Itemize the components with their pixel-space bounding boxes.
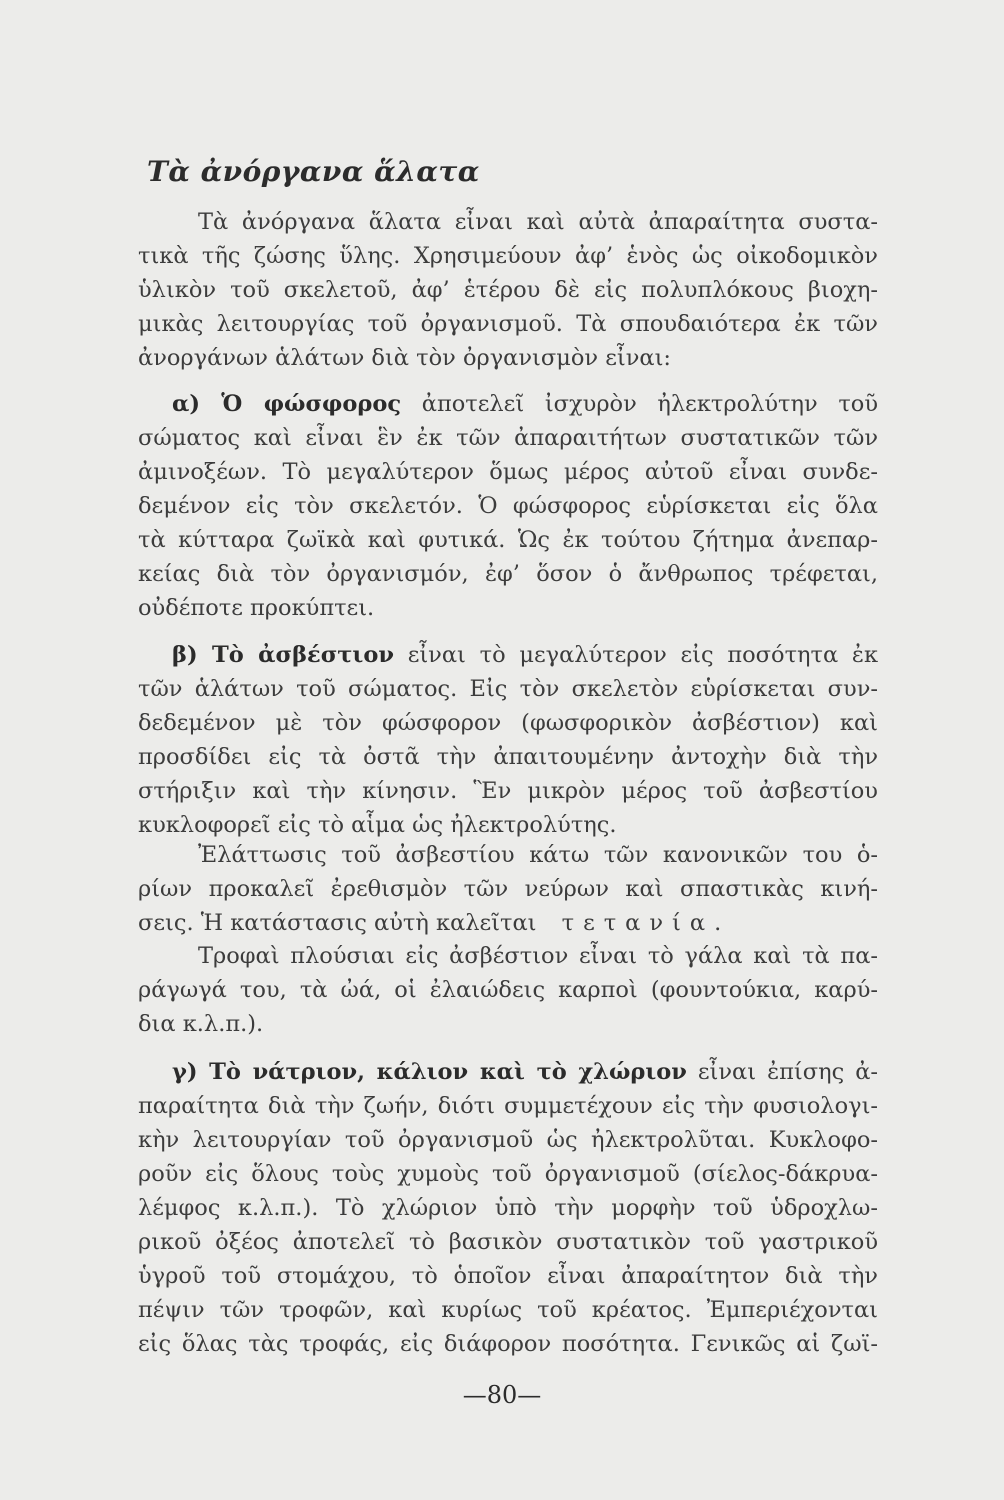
text-line: ὑλικὸν τοῦ σκελετοῦ, ἀφ’ ἑτέρου δὲ εἰς πολυπλόκους βιοχη- [138, 277, 878, 303]
text-line: στήριξιν καὶ τὴν κίνησιν. Ἓν μικρὸν μέρος τοῦ ἀσβεστίου [138, 778, 878, 804]
text-line: ρίων προκαλεῖ ἐρεθισμὸν τῶν νεύρων καὶ σπαστικὰς κινή- [138, 876, 878, 902]
text-line: ροῦν εἰς ὅλους τοὺς χυμοὺς τοῦ ὀργανισμοῦ (σίελος-δάκρυα- [138, 1161, 878, 1187]
sodium-heading: γ) Τὸ νάτριον, κάλιον καὶ τὸ χλώριον [172, 1059, 687, 1085]
text-line: προσδίδει εἰς τὰ ὀστᾶ τὴν ἀπαιτουμένην ἀντοχὴν διὰ τὴν [138, 744, 878, 770]
text-line: τικὰ τῆς ζώσης ὕλης. Χρησιμεύουν ἀφ’ ἑνὸς ὡς οἰκοδομικὸν [138, 243, 878, 269]
text-line: ἀνοργάνων ἁλάτων διὰ τὸν ὀργανισμὸν εἶναι: [138, 345, 671, 371]
text-line: δια κ.λ.π.). [138, 1011, 264, 1037]
text-line: ὑγροῦ τοῦ στομάχου, τὸ ὁποῖον εἶναι ἀπαραίτητον διὰ τὴν [138, 1263, 878, 1289]
page-number: —80— [462, 1381, 542, 1409]
text-line [172, 390, 878, 418]
text-line: ἀμινοξέων. Τὸ μεγαλύτερον ὅμως μέρος αὐτοῦ εἶναι συνδε- [138, 459, 878, 485]
text-line: μικὰς λειτουργίας τοῦ ὀργανισμοῦ. Τὰ σπουδαιότερα ἐκ τῶν [138, 311, 878, 337]
text-line: τῶν ἁλάτων τοῦ σώματος. Εἰς τὸν σκελετὸν εὑρίσκεται συν- [138, 676, 878, 702]
text-line: παραίτητα διὰ τὴν ζωήν, διότι συμμετέχουν εἰς τὴν φυσιολογι- [138, 1093, 878, 1119]
text-line: δεμένον εἰς τὸν σκελετόν. Ὁ φώσφορος εὑρίσκεται εἰς ὅλα [138, 493, 878, 519]
text-line: Τὰ ἀνόργανα ἅλατα εἶναι καὶ αὐτὰ ἀπαραίτητα συστα- [198, 209, 878, 235]
text-line: δεδεμένον μὲ τὸν φώσφορον (φωσφορικὸν ἀσβέστιον) καὶ [138, 710, 878, 736]
text-span: σεις. Ἡ κατάστασις αὐτὴ καλεῖται [138, 910, 537, 936]
text-line: κυκλοφορεῖ εἰς τὸ αἷμα ὡς ἠλεκτρολύτης. [138, 812, 617, 838]
text-line: κείας διὰ τὸν ὀργανισμόν, ἐφ’ ὅσον ὁ ἄνθρωπος τρέφεται, [138, 561, 878, 587]
text-span: εἶναι τὸ μεγαλύτερον εἰς ποσότητα ἐκ [407, 642, 879, 668]
text-line: ράγωγά του, τὰ ὠά, οἱ ἐλαιώδεις καρποὶ (φουντούκια, καρύ- [138, 977, 878, 1003]
text-line [172, 1058, 878, 1086]
text-line [138, 909, 878, 937]
text-line: σώματος καὶ εἶναι ἓν ἐκ τῶν ἀπαραιτήτων συστατικῶν τῶν [138, 425, 878, 451]
text-line: εἰς ὅλας τὰς τροφάς, εἰς διάφορον ποσότητα. Γενικῶς αἱ ζωϊ- [138, 1331, 878, 1357]
calcium-heading: β) Τὸ ἀσβέστιον [172, 642, 394, 668]
section-title: Τὰ ἀνόργανα ἅλατα [147, 155, 480, 188]
text-line: Τροφαὶ πλούσιαι εἰς ἀσβέστιον εἶναι τὸ γάλα καὶ τὰ πα- [198, 943, 878, 969]
text-line: πέψιν τῶν τροφῶν, καὶ κυρίως τοῦ κρέατος. Ἐμπεριέχονται [138, 1297, 878, 1323]
text-line: λέμφος κ.λ.π.). Τὸ χλώριον ὑπὸ τὴν μορφὴν τοῦ ὑδροχλω- [138, 1195, 878, 1221]
text-span: εἶναι ἐπίσης ἀ- [697, 1059, 878, 1085]
text-line [172, 641, 878, 669]
text-line: Ἐλάττωσις τοῦ ἀσβεστίου κάτω τῶν κανονικῶν του ὁ- [198, 842, 878, 868]
phosphorus-heading: α) Ὁ φώσφορος [172, 391, 402, 417]
text-line: κὴν λειτουργίαν τοῦ ὀργανισμοῦ ὡς ἠλεκτρολῦται. Κυκλοφο- [138, 1127, 878, 1153]
text-span: ἀποτελεῖ ἰσχυρὸν ἠλεκτρολύτην τοῦ [421, 391, 879, 417]
text-line: τὰ κύτταρα ζωϊκὰ καὶ φυτικά. Ὡς ἐκ τούτου ζήτημα ἀνεπαρ- [138, 527, 878, 553]
text-line: οὐδέποτε προκύπτει. [138, 595, 375, 621]
tetany-term: τετανία. [561, 910, 731, 936]
text-line: ρικοῦ ὀξέος ἀποτελεῖ τὸ βασικὸν συστατικὸν τοῦ γαστρικοῦ [138, 1229, 878, 1255]
